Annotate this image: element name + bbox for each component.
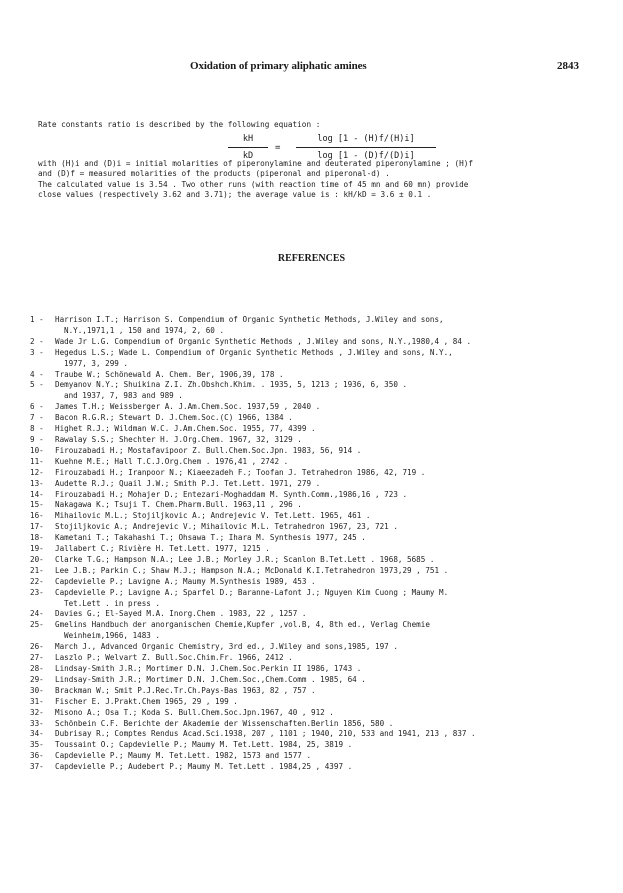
reference-text: James T.H.; Weissberger A. J.Am.Chem.Soc. 1937,59 , 2040 . — [55, 402, 321, 412]
reference-text: Firouzabadi H.; Mohajer D.; Entezari-Moghaddam M. Synth.Comm.,1986,16 , 723 . — [55, 489, 408, 499]
reference-item — [30, 653, 610, 664]
reference-text: Rawalay S.S.; Shechter H. J.Org.Chem. 1967, 32, 3129 . — [55, 434, 302, 444]
reference-text-continued: and 1937, 7, 983 and 989 . — [64, 391, 183, 401]
reference-text: Audette R.J.; Quail J.W.; Smith P.J. Tet.Lett. 1971, 279 . — [55, 478, 321, 488]
reference-item — [30, 402, 610, 413]
reference-number: 21- — [30, 565, 44, 575]
reference-number: 1 - — [30, 315, 44, 324]
reference-text: Nakagawa K.; Tsuji T. Chem.Pharm.Bull. 1963,11 , 296 . — [55, 500, 302, 510]
page-number: 2843 — [557, 60, 579, 72]
reference-text: Firouzabadi H.; Iranpoor N.; Kiaeezadeh F.; Toofan J. Tetrahedron 1986, 42, 719 . — [55, 467, 426, 477]
reference-text: Capdevielle P.; Lavigne A.; Sparfel D.; Baranne-Lafont J.; Nguyen Kim Cuong ; Maumy M. — [55, 587, 449, 597]
reference-item — [30, 435, 610, 446]
reference-number: 2 - — [30, 336, 44, 346]
reference-number: 24- — [30, 609, 44, 619]
reference-text: Kametani T.; Takahashi T.; Ohsawa T.; Ihara M. Synthesis 1977, 245 . — [55, 533, 366, 543]
reference-text: Capdevielle P.; Maumy M. Tet.Lett. 1982, 1573 and 1577 . — [55, 751, 312, 761]
reference-number: 11- — [30, 456, 44, 466]
reference-text: Highet R.J.; Wildman W.C. J.Am.Chem.Soc. 1955, 77, 4399 . — [55, 424, 316, 434]
reference-text: Jallabert C.; Rivière H. Tet.Lett. 1977, 1215 . — [55, 544, 270, 554]
reference-number: 37- — [30, 762, 44, 772]
reference-number: 8 - — [30, 424, 44, 434]
reference-item — [30, 609, 610, 620]
reference-item — [30, 522, 610, 533]
reference-text: Kuehne M.E.; Hall T.C.J.Org.Chem . 1976,41 , 2742 . — [55, 456, 289, 466]
references-heading: REFERENCES — [277, 253, 346, 264]
reference-number: 25- — [30, 620, 44, 630]
reference-text: Hegedus L.S.; Wade L. Compendium of Organic Synthetic Methods , J.Wiley and sons, N.Y., — [55, 347, 453, 357]
reference-text: Laszlo P.; Welvart Z. Bull.Soc.Chim.Fr. 1966, 2412 . — [55, 653, 293, 663]
reference-text-continued: Tet.Lett . in press . — [64, 598, 161, 608]
reference-list — [30, 315, 610, 773]
reference-item — [30, 348, 610, 370]
reference-text-continued: Weinheim,1966, 1483 . — [64, 631, 161, 641]
lhs-fraction-bar — [228, 147, 268, 148]
reference-text: Harrison I.T.; Harrison S. Compendium of Organic Synthetic Methods, J.Wiley and sons, — [55, 315, 444, 324]
reference-item — [30, 468, 610, 479]
reference-item — [30, 446, 610, 457]
lhs-numerator: kH — [242, 134, 254, 144]
reference-number: 3 - — [30, 347, 44, 357]
reference-number: 22- — [30, 576, 44, 586]
reference-item — [30, 762, 610, 773]
reference-item — [30, 588, 610, 610]
reference-number: 26- — [30, 642, 44, 652]
reference-item — [30, 479, 610, 490]
reference-number: 14- — [30, 489, 44, 499]
reference-number: 30- — [30, 685, 44, 695]
reference-item — [30, 697, 610, 708]
reference-number: 29- — [30, 674, 44, 684]
reference-number: 19- — [30, 544, 44, 554]
reference-text-continued: N.Y.,1971,1 , 150 and 1974, 2, 60 . — [64, 325, 225, 335]
reference-item — [30, 413, 610, 424]
reference-text: Lindsay-Smith J.R.; Mortimer D.N. J.Chem.Soc.,Chem.Comm . 1985, 64 . — [55, 674, 366, 684]
reference-item — [30, 457, 610, 468]
reference-number: 16- — [30, 511, 44, 521]
reference-text: Capdevielle P.; Audebert P.; Maumy M. Tet.Lett . 1984,25 , 4397 . — [55, 762, 353, 772]
reference-number: 6 - — [30, 402, 44, 412]
reference-text: Clarke T.G.; Hampson N.A.; Lee J.B.; Morley J.R.; Scanlon B.Tet.Lett . 1968, 5685 . — [55, 554, 435, 564]
reference-item — [30, 337, 610, 348]
reference-number: 33- — [30, 718, 44, 728]
reference-item — [30, 500, 610, 511]
reference-number: 13- — [30, 478, 44, 488]
reference-text: Stojiljkovic A.; Andrejevic V.; Mihailovic M.L. Tetrahedron 1967, 23, 721 . — [55, 522, 398, 532]
reference-text: Gmelins Handbuch der anorganischen Chemie,Kupfer ,vol.B, 4, 8th ed., Verlag Chemie — [55, 620, 430, 630]
reference-item — [30, 642, 610, 653]
reference-item — [30, 620, 610, 642]
reference-number: 34- — [30, 729, 44, 739]
running-title: Oxidation of primary aliphatic amines — [190, 60, 367, 72]
reference-text: Davies G.; El-Sayed M.A. Inorg.Chem . 1983, 22 , 1257 . — [55, 609, 307, 619]
rate-where-line-2: and (D)f = measured molarities of the products (piperonal and piperonal-d) . — [38, 169, 390, 178]
reference-item — [30, 740, 610, 751]
reference-number: 32- — [30, 707, 44, 717]
reference-text: Fischer E. J.Prakt.Chem 1965, 29 , 199 . — [55, 696, 238, 706]
rate-intro: Rate constants ratio is described by the following equation : — [38, 120, 321, 129]
reference-text: Capdevielle P.; Lavigne A.; Maumy M.Synthesis 1989, 453 . — [55, 576, 316, 586]
reference-item — [30, 424, 610, 435]
reference-text: Brackman W.; Smit P.J.Rec.Tr.Ch.Pays-Bas 1963, 82 , 757 . — [55, 685, 316, 695]
reference-item — [30, 686, 610, 697]
rate-calc-line-2: close values (respectively 3.62 and 3.71); the average value is : kH/kD = 3.6 ± 0.1 . — [38, 190, 432, 199]
rhs-denominator: log [1 - (D)f/(D)i] — [317, 151, 415, 161]
reference-text: Lindsay-Smith J.R.; Mortimer D.N. J.Chem.Soc.Perkin II 1986, 1743 . — [55, 664, 362, 673]
reference-number: 27- — [30, 653, 44, 663]
reference-number: 28- — [30, 664, 44, 673]
reference-text: Lee J.B.; Parkin C.; Shaw M.J.; Hampson N.A.; McDonald K.I.Tetrahedron 1973,29 , 751 . — [55, 565, 449, 575]
reference-number: 18- — [30, 533, 44, 543]
reference-text: Demyanov N.Y.; Shuikina Z.I. Zh.Obshch.Khim. . 1935, 5, 1213 ; 1936, 6, 350 . — [55, 380, 408, 390]
rhs-fraction-bar — [296, 147, 436, 148]
reference-item — [30, 577, 610, 588]
reference-item — [30, 719, 610, 730]
reference-item — [30, 490, 610, 501]
reference-number: 17- — [30, 522, 44, 532]
reference-text: Bacon R.G.R.; Stewart D. J.Chem.Soc.(C) 1966, 1384 . — [55, 413, 293, 423]
reference-number: 4 - — [30, 369, 44, 379]
reference-item — [30, 566, 610, 577]
reference-text: Dubrisay R.; Comptes Rendus Acad.Sci.1938, 207 , 1101 ; 1940, 210, 533 and 1941, 213 , 837 . — [55, 729, 476, 739]
running-head — [0, 60, 623, 74]
reference-item — [30, 533, 610, 544]
reference-item — [30, 370, 610, 381]
equals-sign: = — [275, 143, 281, 153]
reference-number: 10- — [30, 445, 44, 455]
reference-item — [30, 729, 610, 740]
reference-number: 35- — [30, 740, 44, 750]
reference-text: Firouzabadi H.; Mostafavipoor Z. Bull.Chem.Soc.Jpn. 1983, 56, 914 . — [55, 445, 362, 455]
reference-number: 5 - — [30, 380, 44, 390]
reference-text: Schönbein C.F. Berichte der Akademie der Wissenschaften.Berlin 1856, 580 . — [55, 718, 394, 728]
reference-item — [30, 380, 610, 402]
reference-number: 7 - — [30, 413, 44, 423]
reference-item — [30, 511, 610, 522]
reference-text: Toussaint O.; Capdevielle P.; Maumy M. Tet.Lett. 1984, 25, 3819 . — [55, 740, 353, 750]
rate-where-line-1: with (H)i and (D)i = initial molarities of piperonylamine and deuterated piperonylamine ; (H)f — [38, 159, 474, 168]
reference-text: Traube W.; Schönewald A. Chem. Ber, 1906,39, 178 . — [55, 369, 284, 379]
reference-number: 36- — [30, 751, 44, 761]
reference-item — [30, 544, 610, 555]
lhs-denominator: kD — [242, 151, 254, 161]
reference-number: 23- — [30, 587, 44, 597]
reference-text: Wade Jr L.G. Compendium of Organic Synthetic Methods , J.Wiley and sons, N.Y.,1980,4 , 84 . — [55, 336, 472, 346]
reference-item — [30, 555, 610, 566]
reference-text: Mihailovic M.L.; Stojiljkovic A.; Andrejevic V. Tet.Lett. 1965, 461 . — [55, 511, 371, 521]
rate-calc-line-1: The calculated value is 3.54 . Two other runs (with reaction time of 45 mn and 60 mn) provide — [38, 180, 469, 189]
reference-item — [30, 315, 610, 337]
reference-number: 20- — [30, 554, 44, 564]
reference-text-continued: 1977, 3, 299 . — [64, 358, 129, 368]
reference-item — [30, 664, 610, 675]
reference-item — [30, 708, 610, 719]
reference-item — [30, 675, 610, 686]
reference-text: Misono A.; Osa T.; Koda S. Bull.Chem.Soc.Jpn.1967, 40 , 912 . — [55, 707, 334, 717]
reference-number: 15- — [30, 500, 44, 510]
reference-number: 9 - — [30, 434, 44, 444]
reference-item — [30, 751, 610, 762]
reference-number: 12- — [30, 467, 44, 477]
reference-text: March J., Advanced Organic Chemistry, 3rd ed., J.Wiley and sons,1985, 197 . — [55, 642, 398, 652]
reference-number: 31- — [30, 696, 44, 706]
rhs-numerator: log [1 - (H)f/(H)i] — [317, 134, 415, 144]
